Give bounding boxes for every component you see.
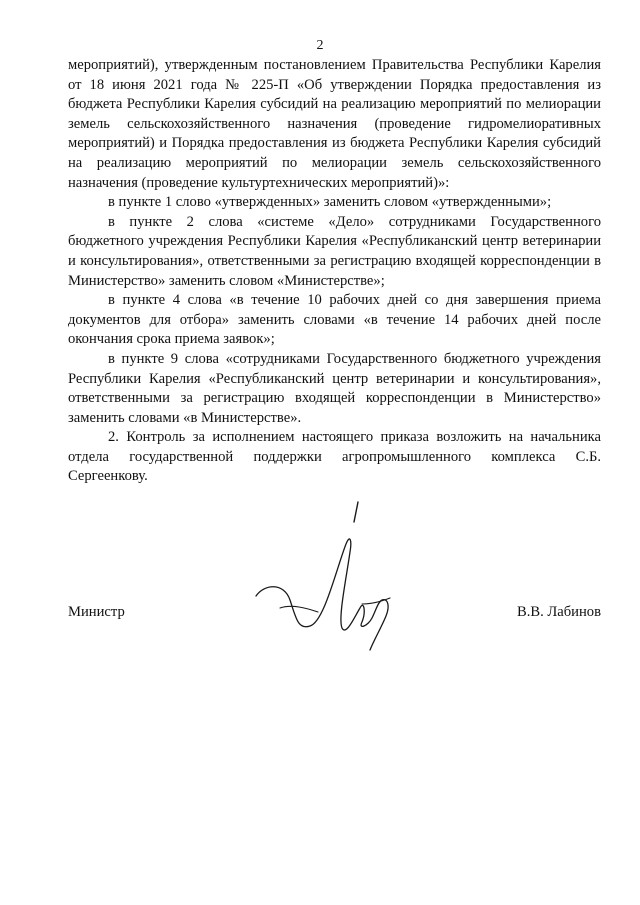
handwritten-signature [250,500,400,660]
paragraph-item-9: в пункте 9 слова «сотрудниками Государственного бюджетного учреждения Республики Карелия «Республиканский центр ветеринарии и консультирования», ответственными за регистрацию входящей корреспонденции в Министерство» заменить словами «в Министерстве». [68,350,601,426]
paragraph-item-1: в пункте 1 слово «утвержденных» заменить словом «утвержденными»; [108,194,552,211]
page-number: 2 [316,38,324,53]
signature-row [68,604,601,626]
signatory-role: Министр [68,604,125,620]
paragraph-item-4: в пункте 4 слова «в течение 10 рабочих дней со дня завершения приема документов для отбора» заменить словами «в течение 14 рабочих дней после окончания срока приема заявок»; [68,292,601,348]
paragraph-item-2: в пункте 2 слова «системе «Дело» сотрудниками Государственного бюджетного учреждения Республики Карелия «Республиканский центр ветеринарии и консультирования», ответственными за регистрацию входящей корреспонденции в Министерство» заменить словом «Министерстве»; [68,213,601,289]
signatory-name: В.В. Лабинов [516,604,601,620]
paragraph-control: 2. Контроль за исполнением настоящего приказа возложить на начальника отдела государственной поддержки агропромышленного комплекса С.Б. Сергеенкову. [68,429,601,485]
document-body [68,56,601,487]
paragraph-intro: мероприятий), утвержденным постановлением Правительства Республики Карелия от 18 июня 2021 года № 225-П «Об утверждении Порядка предоставления из бюджета Республики Карелия субсидий на реализацию мероприятий по мелиорации земель сельскохозяйственного назначения (проведение гидромелиоративных мероприятий) и Порядка предоставления из бюджета Республики Карелия субсидий на реализацию мероприятий по мелиорации земель сельскохозяйственного назначения (проведение культуртехнических мероприятий)»: [68,57,601,191]
